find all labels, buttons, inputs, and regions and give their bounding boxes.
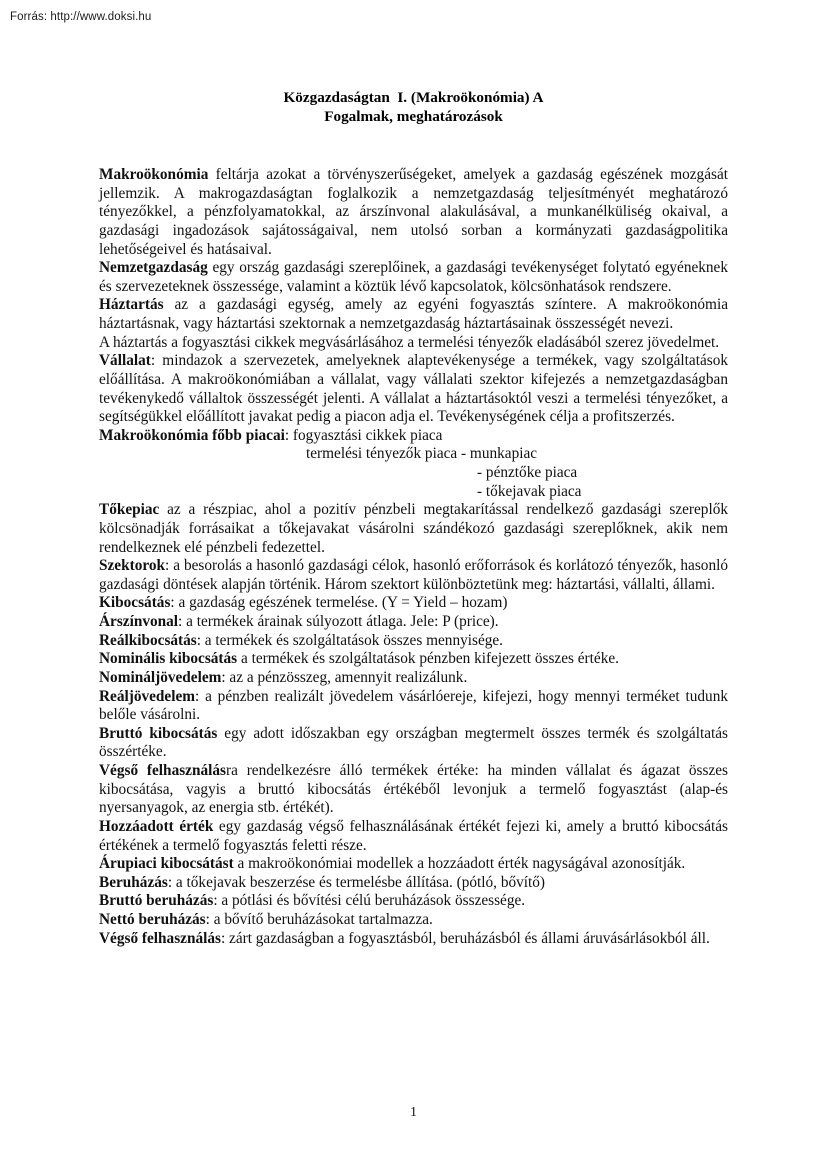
entry-kibocsatas [99,594,728,613]
entry-haztartas [99,296,728,333]
entry-arupiaci-kibocsatas [99,855,728,874]
entry-text: : fogyasztási cikkek piaca [284,426,443,444]
entry-term: Tőkepiac [99,501,160,519]
market-list-item: termelési tényezők piaca - munkapiac [306,445,538,463]
entry-nemzetgazdasag [99,259,728,296]
entry-term: Kibocsátás [99,594,171,612]
entry-term: Nominális kibocsátás [99,650,238,668]
entry-text: egy adott időszakban egy országban megtermelt összes termék és szolgáltatás összértéke. [99,724,729,761]
entry-text: : a besorolás a hasonló gazdasági célok, hasonló erőforrások és korlátozó tényezők, hasonló gazdasági döntések alapján történik. Három szektort különböztetünk meg: háztartási, vállalti, állami. [99,557,728,593]
entry-text: az a részpiac, ahol a pozitív pénzbeli megtakarítással rendelkező gazdasági szereplők kölcsönadják forrásaikat a tőkejavakat vásárolni szándékozó gazdasági szereplőknek, akik nem rendelkeznek elé pénzbeli fedezettel. [99,501,728,556]
entry-text: a makroökonómiai modellek a hozzáadott érték nagyságával azonosítják. [233,855,686,873]
entry-term: Végső felhasználás [99,929,221,947]
entry-text: : a termékek árainak súlyozott átlaga. Jele: P (price). [178,613,499,630]
entry-text: : a tőkejavak beszerzése és termelésbe állítása. (pótló, bővítő) [167,873,546,891]
entry-haztartas-jovedelem [99,334,728,353]
entry-tokepiac [99,501,728,557]
entry-term: Makroökonómia főbb piacai [99,426,285,444]
entry-term: Makroökonómia [99,166,209,183]
entry-text: az a gazdasági egység, amely az egyéni fogyasztás színtere. A makroökonómia háztartásnak, vagy háztartási szektornak a nemzetgazdaság háztartásainak összességét nevezi. [99,296,728,332]
entry-term: Reáljövedelem [99,687,195,705]
entry-text: : a pótlási és bővítési célú beruházások összessége. [213,892,526,910]
entry-realjovedelem [99,688,728,725]
title-line-2: Fogalmak, meghatározások [324,108,503,126]
page-number: 1 [410,1105,417,1120]
market-list-item: - pénztőke piaca [477,464,578,481]
entry-realkibocsatas [99,632,728,651]
entry-term: Nettó beruházás [99,911,206,928]
entry-term: Szektorok [99,557,166,575]
entry-text: : a gazdaság egészének termelése. (Y = Yield – hozam) [170,594,508,612]
entry-text: : a pénzben realizált jövedelem vásárlóereje, kifejezi, hogy mennyi terméket tudunk belőle vásárolni. [99,687,728,724]
entry-beruhazas [99,874,728,893]
entry-text: : a termékek és szolgáltatások összes mennyisége. [196,631,504,649]
entry-makrookonomia [99,166,728,259]
entry-term: Beruházás [99,873,168,891]
entry-brutto-kibocsatas [99,725,728,762]
document-body [99,166,728,948]
entry-arszinvonal [99,613,728,632]
entry-brutto-beruhazas [99,892,728,911]
entry-vallalat [99,352,728,427]
entry-term: Háztartás [99,296,164,314]
entry-text: egy ország gazdasági szereplőinek, a gazdasági tevékenységet folytató egyéneknek és szervezeteknek összessége, valamint a köztük lévő kapcsolatok, kölcsönhatások rendszere. [99,259,728,295]
entry-text: A háztartás a fogyasztási cikkek megvásárlásához a termelési tényezők eladásából szerez jövedelmet. [99,333,720,351]
entry-vegso-felhasznalas [99,930,728,949]
entry-text: ra rendelkezésre álló termékek értéke: ha minden vállalat és ágazat összes kibocsátása, vagyis a bruttó kibocsátás értékéből levonjuk a termelő fogyasztást (alap-és nyersanyagok, az energia stb. értékét). [99,762,728,817]
market-list [99,445,728,501]
title-line-1: Közgazdaságtan I. (Makroökonómia) A [283,89,544,106]
entry-term: Nomináljövedelem [99,668,222,686]
entry-term: Bruttó kibocsátás [99,724,218,742]
entry-text: feltárja azokat a törvényszerűségeket, amelyek a gazdaság egészének mozgását jellemzik. A makrogazdaságtan foglalkozik a nemzetgazdaság teljesítményét meghatározó tényezőkkel, a pénzfolyamatokkal, az árszínvonal alakulásával, a munkanélküliség okaival, a gazdasági ingadozások sajátosságaival, nem utolsó sorban a kormányzati gazdaságpolitika lehetőségeivel és hatásaival. [99,166,728,258]
entry-term: Végső felhasználás [99,762,226,779]
entry-text: : mindazok a szervezetek, amelyeknek alaptevékenysége a termékek, vagy szolgáltatások előállítása. A makroökonómiában a vállalat, vagy vállalati szektor kifejezés a nemzetgazdaságban tevékenykedő vállaltok összességét jelenti. A vállalat a háztartásoktól veszi a termelési tényezőket, a segítségükkel előállított javakat pedig a piacon adja el. Tevékenységének célja a profitszerzés. [99,352,728,426]
entry-fobb-piacok [99,427,728,446]
entry-term: Nemzetgazdaság [99,259,208,277]
entry-netto-beruhazas [99,911,728,930]
entry-term: Bruttó beruházás [99,892,214,910]
entry-nominaljovedelem [99,669,728,688]
source-watermark: Forrás: http://www.doksi.hu [10,11,152,23]
market-list-item: - tőkejavak piaca [477,482,582,500]
entry-text: egy gazdaság végső felhasználásának értékét fejezi ki, amely a bruttó kibocsátás értékének a termelő fogyasztás feletti része. [99,817,728,854]
entry-term: Vállalat [99,352,151,370]
entry-term: Árupiaci kibocsátást [99,855,234,873]
entry-text: a termékek és szolgáltatások pénzben kifejezett összes értéke. [237,650,619,668]
page-title [99,88,728,127]
entry-term: Reálkibocsátás [99,631,197,649]
entry-term: Hozzáadott érték [99,817,214,835]
entry-nominalis-kibocsatas [99,650,728,669]
entry-text: : a bővítő beruházásokat tartalmazza. [205,911,433,928]
entry-text: : zárt gazdaságban a fogyasztásból, beruházásból és állami áruvásárlásokból áll. [220,929,710,947]
entry-term: Árszínvonal [99,613,179,630]
entry-hozzaadott-ertek [99,818,728,855]
entry-szektorok [99,557,728,594]
entry-vegso-felhasznalasra [99,762,728,818]
entry-text: : az a pénzösszeg, amennyit realizálunk. [221,668,468,686]
